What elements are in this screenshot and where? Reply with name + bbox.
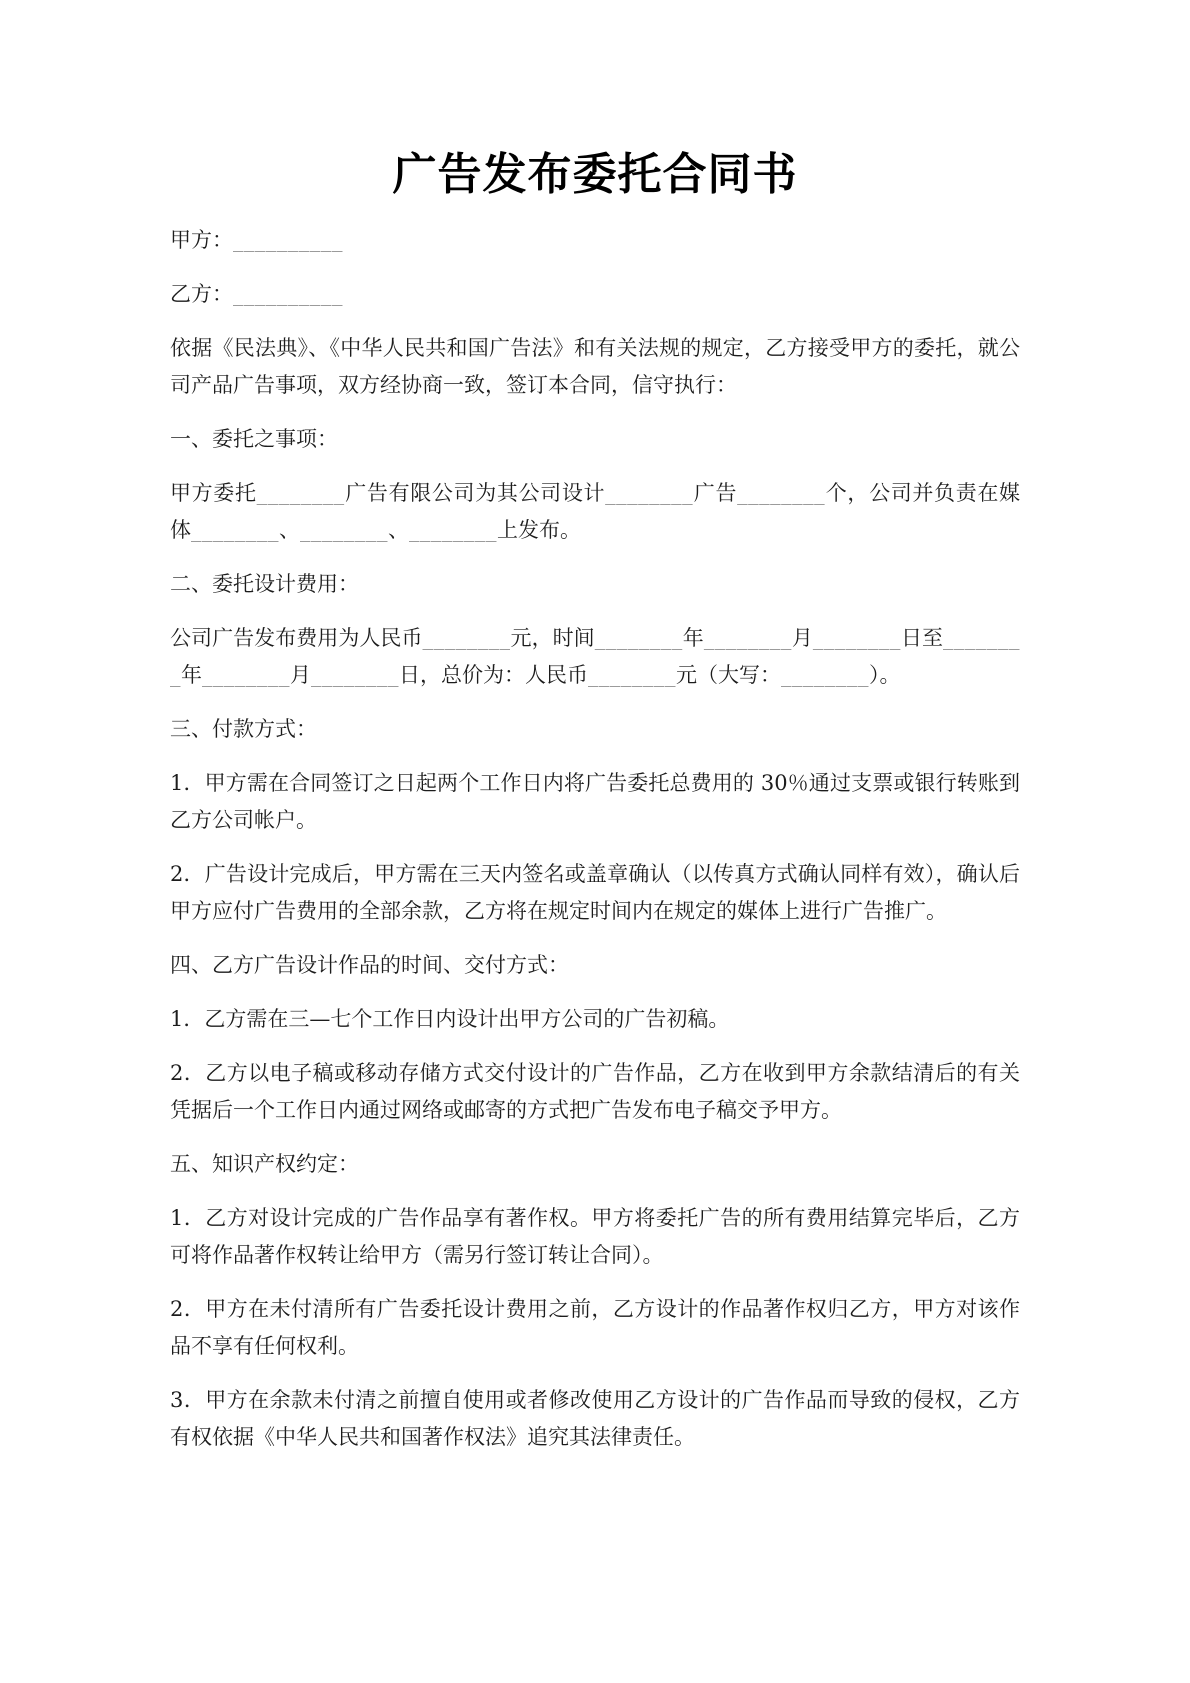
blank-underline-field: ________ [300,518,388,542]
blank-underline-field: ________ [605,481,694,505]
paragraph: 甲方：__________ [170,228,343,252]
paragraph: 一、委托之事项： [170,427,338,451]
blank-underline-field: ________ [422,626,511,650]
paragraph: 四、乙方广告设计作品的时间、交付方式： [170,953,569,977]
blank-underline-field: ________ [409,518,497,542]
paragraph: 2．甲方在未付清所有广告委托设计费用之前，乙方设计的作品著作权归乙方，甲方对该作品不享有任何权利。 [170,1297,1020,1358]
paragraph: 甲方委托________广告有限公司为其公司设计________广告________个，公司并负责在媒体________、________、________上发布。 [170,481,1021,542]
blank-underline-field: ________ [311,663,399,687]
paragraph: 1．甲方需在合同签订之日起两个工作日内将广告委托总费用的 30％通过支票或银行转账到乙方公司帐户。 [170,771,1020,832]
paragraph: 二、委托设计费用： [170,572,359,596]
blank-underline-field: ________ [737,481,826,505]
paragraph: 乙方：__________ [170,282,343,306]
paragraph: 五、知识产权约定： [170,1152,359,1176]
paragraph: 1．乙方需在三—七个工作日内设计出甲方公司的广告初稿。 [170,1007,730,1031]
blank-underline-field: __________ [233,228,343,252]
blank-underline-field: ________ [812,626,901,650]
paragraph: 2．乙方以电子稿或移动存储方式交付设计的广告作品，乙方在收到甲方余款结清后的有关凭据后一个工作日内通过网络或邮寄的方式把广告发布电子稿交予甲方。 [170,1061,1020,1122]
blank-underline-field: ________ [594,626,683,650]
blank-underline-field: ________ [588,663,676,687]
paragraph: 依据《民法典》、《中华人民共和国广告法》和有关法规的规定，乙方接受甲方的委托，就公司产品广告事项，双方经协商一致，签订本合同，信守执行： [170,336,1020,397]
document-title: 广告发布委托合同书 [392,149,798,200]
paragraph: 1．乙方对设计完成的广告作品享有著作权。甲方将委托广告的所有费用结算完毕后，乙方可将作品著作权转让给甲方（需另行签订转让合同）。 [170,1206,1020,1267]
blank-underline-field: ________ [191,518,279,542]
paragraph: 公司广告发布费用为人民币________元，时间________年________月________日至________年________月________日，总价为：人民币________元（大写：________）。 [170,626,1021,687]
blank-underline-field: ________ [703,626,792,650]
paragraph: 三、付款方式： [170,717,317,741]
blank-underline-field: ________ [202,663,290,687]
blank-underline-field: ________ [256,481,345,505]
paragraph: 3．甲方在余款未付清之前擅自使用或者修改使用乙方设计的广告作品而导致的侵权，乙方有权依据《中华人民共和国著作权法》追究其法律责任。 [170,1388,1020,1449]
paragraph: 2．广告设计完成后，甲方需在三天内签名或盖章确认（以传真方式确认同样有效），确认后甲方应付广告费用的全部余款，乙方将在规定时间内在规定的媒体上进行广告推广。 [170,862,1020,923]
document-body [170,222,1020,1456]
blank-underline-field: __________ [233,282,343,306]
blank-underline-field: ________ [781,663,869,687]
blank-underline-field: ________ [170,626,1021,687]
